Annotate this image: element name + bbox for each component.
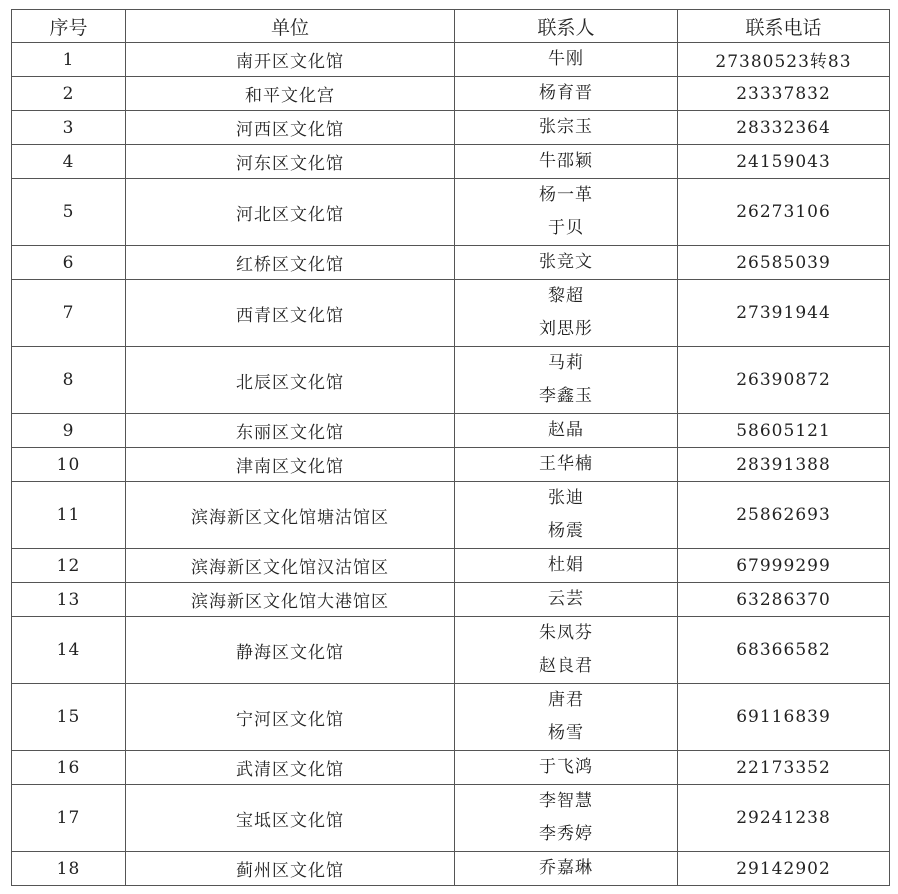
header-phone: 联系电话 xyxy=(678,10,890,43)
unit-name-cell: 北辰区文化馆 xyxy=(126,347,455,414)
unit-name-cell: 津南区文化馆 xyxy=(126,448,455,482)
table-row xyxy=(12,751,890,785)
contact-name: 张宗玉 xyxy=(539,117,593,137)
unit-name-cell: 静海区文化馆 xyxy=(126,617,455,684)
contact-cell xyxy=(455,246,678,280)
contact-name: 黎超 xyxy=(548,286,584,306)
table-row xyxy=(12,347,890,414)
contact-cell xyxy=(455,43,678,77)
contact-name: 李秀婷 xyxy=(539,824,593,844)
table-row xyxy=(12,43,890,77)
table-row xyxy=(12,280,890,347)
header-unit: 单位 xyxy=(126,10,455,43)
contact-name: 乔嘉琳 xyxy=(539,858,593,878)
contact-name: 杨一革 xyxy=(539,185,593,205)
contact-cell xyxy=(455,111,678,145)
phone-cell: 26273106 xyxy=(678,179,890,246)
contact-name: 王华楠 xyxy=(539,454,593,474)
row-index-cell: 1 xyxy=(12,43,126,77)
row-index-cell: 7 xyxy=(12,280,126,347)
row-index-cell: 15 xyxy=(12,684,126,751)
table-row xyxy=(12,179,890,246)
contact-cell xyxy=(455,77,678,111)
table-row xyxy=(12,77,890,111)
contact-cell xyxy=(455,280,678,347)
header-row xyxy=(12,10,890,43)
phone-cell: 58605121 xyxy=(678,414,890,448)
contact-cell xyxy=(455,145,678,179)
row-index-cell: 10 xyxy=(12,448,126,482)
contact-name: 张迪 xyxy=(548,488,584,508)
phone-cell: 24159043 xyxy=(678,145,890,179)
contact-cell xyxy=(455,617,678,684)
phone-cell: 26390872 xyxy=(678,347,890,414)
table-row xyxy=(12,617,890,684)
phone-cell: 28391388 xyxy=(678,448,890,482)
unit-name-cell: 和平文化宫 xyxy=(126,77,455,111)
contact-name: 张竞文 xyxy=(539,252,593,272)
contact-name: 牛刚 xyxy=(548,49,584,69)
contact-name: 赵良君 xyxy=(539,656,593,676)
table-header xyxy=(12,10,890,43)
contact-name: 赵晶 xyxy=(548,420,584,440)
table-row xyxy=(12,145,890,179)
row-index-cell: 6 xyxy=(12,246,126,280)
contact-cell xyxy=(455,414,678,448)
contact-cell xyxy=(455,448,678,482)
contact-name: 牛邵颖 xyxy=(539,151,593,171)
phone-cell: 29241238 xyxy=(678,785,890,852)
unit-name-cell: 河西区文化馆 xyxy=(126,111,455,145)
table-row xyxy=(12,684,890,751)
contact-name: 刘思彤 xyxy=(539,319,593,339)
phone-cell: 29142902 xyxy=(678,852,890,886)
phone-cell: 63286370 xyxy=(678,583,890,617)
header-index: 序号 xyxy=(12,10,126,43)
phone-cell: 67999299 xyxy=(678,549,890,583)
phone-cell: 25862693 xyxy=(678,482,890,549)
contact-name: 朱凤芬 xyxy=(539,623,593,643)
unit-name-cell: 滨海新区文化馆大港馆区 xyxy=(126,583,455,617)
unit-name-cell: 南开区文化馆 xyxy=(126,43,455,77)
table-row xyxy=(12,414,890,448)
contact-name: 杨震 xyxy=(548,521,584,541)
contact-cell xyxy=(455,482,678,549)
phone-cell: 27391944 xyxy=(678,280,890,347)
contact-cell xyxy=(455,347,678,414)
contact-cell xyxy=(455,684,678,751)
row-index-cell: 16 xyxy=(12,751,126,785)
row-index-cell: 14 xyxy=(12,617,126,684)
row-index-cell: 3 xyxy=(12,111,126,145)
table-row xyxy=(12,111,890,145)
contact-cell xyxy=(455,549,678,583)
contact-name: 李鑫玉 xyxy=(539,386,593,406)
contact-cell xyxy=(455,852,678,886)
unit-name-cell: 宝坻区文化馆 xyxy=(126,785,455,852)
table-row xyxy=(12,583,890,617)
unit-name-cell: 滨海新区文化馆汉沽馆区 xyxy=(126,549,455,583)
unit-name-cell: 西青区文化馆 xyxy=(126,280,455,347)
phone-cell: 68366582 xyxy=(678,617,890,684)
unit-name-cell: 红桥区文化馆 xyxy=(126,246,455,280)
row-index-cell: 11 xyxy=(12,482,126,549)
contact-name: 于飞鸿 xyxy=(539,757,593,777)
contact-name: 杨雪 xyxy=(548,723,584,743)
phone-cell: 27380523转83 xyxy=(678,43,890,77)
unit-name-cell: 东丽区文化馆 xyxy=(126,414,455,448)
contact-cell xyxy=(455,179,678,246)
phone-cell: 22173352 xyxy=(678,751,890,785)
table-row xyxy=(12,852,890,886)
table-row xyxy=(12,482,890,549)
table-row xyxy=(12,448,890,482)
table-body xyxy=(12,43,890,886)
header-contact: 联系人 xyxy=(455,10,678,43)
contact-cell xyxy=(455,785,678,852)
phone-cell: 69116839 xyxy=(678,684,890,751)
unit-name-cell: 宁河区文化馆 xyxy=(126,684,455,751)
table-row xyxy=(12,785,890,852)
contact-name: 杨育晋 xyxy=(539,83,593,103)
contact-name: 杜娟 xyxy=(548,555,584,575)
row-index-cell: 8 xyxy=(12,347,126,414)
unit-name-cell: 河东区文化馆 xyxy=(126,145,455,179)
row-index-cell: 12 xyxy=(12,549,126,583)
contact-name: 马莉 xyxy=(548,353,584,373)
row-index-cell: 18 xyxy=(12,852,126,886)
unit-name-cell: 武清区文化馆 xyxy=(126,751,455,785)
unit-name-cell: 蓟州区文化馆 xyxy=(126,852,455,886)
phone-cell: 26585039 xyxy=(678,246,890,280)
row-index-cell: 4 xyxy=(12,145,126,179)
contact-name: 唐君 xyxy=(548,690,584,710)
contact-table xyxy=(11,9,890,886)
contact-cell xyxy=(455,751,678,785)
row-index-cell: 13 xyxy=(12,583,126,617)
phone-cell: 23337832 xyxy=(678,77,890,111)
contact-cell xyxy=(455,583,678,617)
phone-cell: 28332364 xyxy=(678,111,890,145)
row-index-cell: 9 xyxy=(12,414,126,448)
table-row xyxy=(12,549,890,583)
row-index-cell: 5 xyxy=(12,179,126,246)
contact-name: 于贝 xyxy=(548,218,584,238)
contact-name: 李智慧 xyxy=(539,791,593,811)
row-index-cell: 2 xyxy=(12,77,126,111)
unit-name-cell: 河北区文化馆 xyxy=(126,179,455,246)
row-index-cell: 17 xyxy=(12,785,126,852)
table-row xyxy=(12,246,890,280)
unit-name-cell: 滨海新区文化馆塘沽馆区 xyxy=(126,482,455,549)
contact-name: 云芸 xyxy=(548,589,584,609)
